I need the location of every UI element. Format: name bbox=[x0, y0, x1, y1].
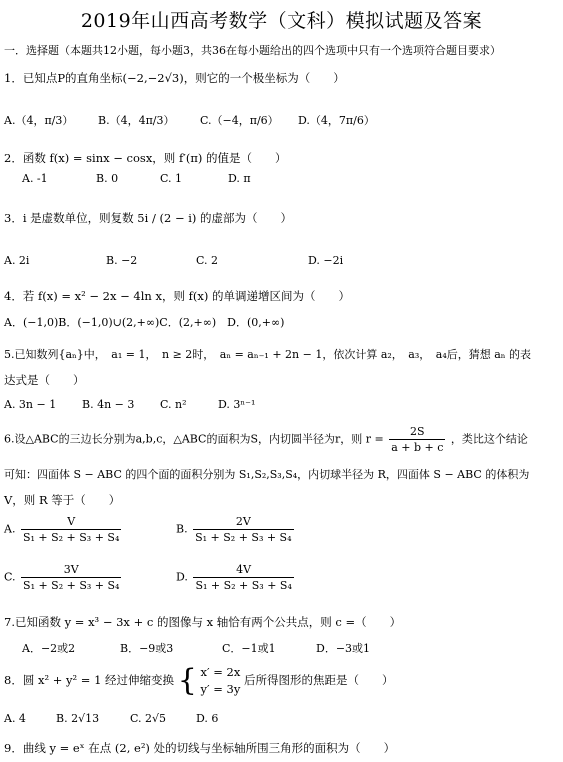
page-title: 2019年山西高考数学（文科）模拟试题及答案 bbox=[80, 10, 483, 32]
question-9-stem: 9．曲线 y = eˣ 在点 (2, e²) 处的切线与坐标轴所围三角形的面积为（ ） bbox=[4, 741, 396, 755]
q6-option-a bbox=[4, 514, 123, 545]
question-6-line-2: 可知：四面体 S − ABC 的四个面的面积分别为 S₁,S₂,S₃,S₄，内切球半径为 R，四面体 S − ABC 的体积为 bbox=[4, 468, 530, 481]
q6-d-numerator: 4V bbox=[193, 562, 293, 578]
q8-option-b: B. 2√13 bbox=[56, 712, 100, 725]
q8-stem-start: 8．圆 x² + y² = 1 经过伸缩变换 bbox=[4, 673, 175, 687]
q6-r-numerator: 2S bbox=[389, 424, 445, 440]
q3-option-a: A. 2i bbox=[4, 254, 30, 267]
question-6-line-3: V，则 R 等于（ ） bbox=[4, 493, 121, 507]
q3-option-d: D. −2i bbox=[308, 254, 344, 267]
q6-option-d-label: D. bbox=[176, 570, 188, 584]
q6-option-d bbox=[176, 562, 296, 593]
q2-option-b: B. 0 bbox=[96, 172, 119, 185]
q8-option-a: A. 4 bbox=[4, 712, 26, 725]
q8-transform-system bbox=[200, 664, 240, 698]
question-5-line-2: 达式是（ ） bbox=[4, 373, 85, 387]
q6-b-denominator: S₁ + S₂ + S₃ + S₄ bbox=[195, 531, 292, 544]
q2-option-a: A. -1 bbox=[22, 172, 48, 185]
q6-d-denominator: S₁ + S₂ + S₃ + S₄ bbox=[195, 579, 292, 592]
q6-option-c bbox=[4, 562, 123, 593]
q8-stem-end: 后所得图形的焦距是（ ） bbox=[243, 673, 394, 687]
q7-option-c: C．−1或1 bbox=[222, 642, 276, 655]
q2-option-c: C. 1 bbox=[160, 172, 183, 185]
q6-r-fraction bbox=[389, 424, 445, 455]
q8-transform-x: x′ = 2x bbox=[200, 665, 241, 679]
q6-a-numerator: V bbox=[21, 514, 121, 530]
q5-option-c: C. n² bbox=[160, 398, 187, 411]
q1-option-c: C.（−4，π/6） bbox=[200, 114, 279, 127]
question-6-line-1 bbox=[4, 424, 528, 455]
q6-option-c-label: C. bbox=[4, 570, 16, 584]
q6-option-b bbox=[176, 514, 296, 545]
q6-line1-text: 6.设△ABC的三边长分别为a,b,c，△ABC的面积为S，内切圆半径为r，则 r = bbox=[4, 432, 384, 446]
question-3-stem: 3．i 是虚数单位，则复数 5i / (2 − i) 的虚部为（ ） bbox=[4, 211, 293, 225]
q5-option-b: B. 4n − 3 bbox=[82, 398, 135, 411]
q6-a-denominator: S₁ + S₂ + S₃ + S₄ bbox=[22, 531, 120, 544]
q6-option-b-label: B. bbox=[176, 522, 188, 536]
q8-transform-y: y′ = 3y bbox=[200, 682, 241, 696]
q7-option-a: A．−2或2 bbox=[22, 642, 76, 655]
question-8-stem bbox=[4, 664, 393, 698]
q7-option-d: D．−3或1 bbox=[316, 642, 371, 655]
q3-option-c: C. 2 bbox=[196, 254, 219, 267]
q6-c-denominator: S₁ + S₂ + S₃ + S₄ bbox=[23, 579, 120, 592]
q7-option-b: B．−9或3 bbox=[120, 642, 174, 655]
q6-c-numerator: 3V bbox=[21, 562, 121, 578]
question-5-line-1: 5.已知数列{aₙ}中， a₁ = 1， n ≥ 2时， aₙ = aₙ₋₁ + 2n − 1，依次计算 a₂， a₃， a₄后，猜想 aₙ 的表 bbox=[4, 348, 532, 361]
q5-option-d: D. 3ⁿ⁻¹ bbox=[218, 398, 256, 411]
q6-line1-tail: ，类比这个结论 bbox=[450, 432, 528, 446]
q6-option-a-label: A. bbox=[4, 522, 16, 536]
q6-b-numerator: 2V bbox=[193, 514, 293, 530]
q1-option-d: D.（4，7π/6） bbox=[298, 114, 375, 127]
q4-options: A．(−1,0)B．(−1,0)∪(2,+∞)C．(2,+∞) D．(0,+∞) bbox=[4, 316, 285, 329]
q1-option-a: A.（4，π/3） bbox=[4, 114, 74, 127]
q5-option-a: A. 3n − 1 bbox=[4, 398, 57, 411]
q1-option-b: B.（4，4π/3） bbox=[98, 114, 175, 127]
q6-r-denominator: a + b + c bbox=[391, 441, 444, 454]
q8-option-d: D. 6 bbox=[196, 712, 219, 725]
question-2-stem: 2．函数 f(x) = sinx − cosx，则 f′(π) 的值是（ ） bbox=[4, 151, 287, 165]
question-1-stem: 1．已知点P的直角坐标(−2,−2√3)，则它的一个极坐标为（ ） bbox=[4, 71, 345, 85]
q2-option-d: D. π bbox=[228, 172, 251, 185]
q8-option-c: C. 2√5 bbox=[130, 712, 167, 725]
brace-glyph: { bbox=[177, 663, 197, 698]
q3-option-b: B. −2 bbox=[106, 254, 138, 267]
question-4-stem: 4．若 f(x) = x² − 2x − 4ln x，则 f(x) 的单调递增区间为（ ） bbox=[4, 289, 350, 303]
section-heading: 一．选择题（本题共12小题，每小题3，共36在每小题给出的四个选项中只有一个选项符合题目要求） bbox=[4, 44, 501, 57]
question-7-stem: 7.已知函数 y = x³ − 3x + c 的图像与 x 轴恰有两个公共点，则 c =（ ） bbox=[4, 615, 402, 629]
